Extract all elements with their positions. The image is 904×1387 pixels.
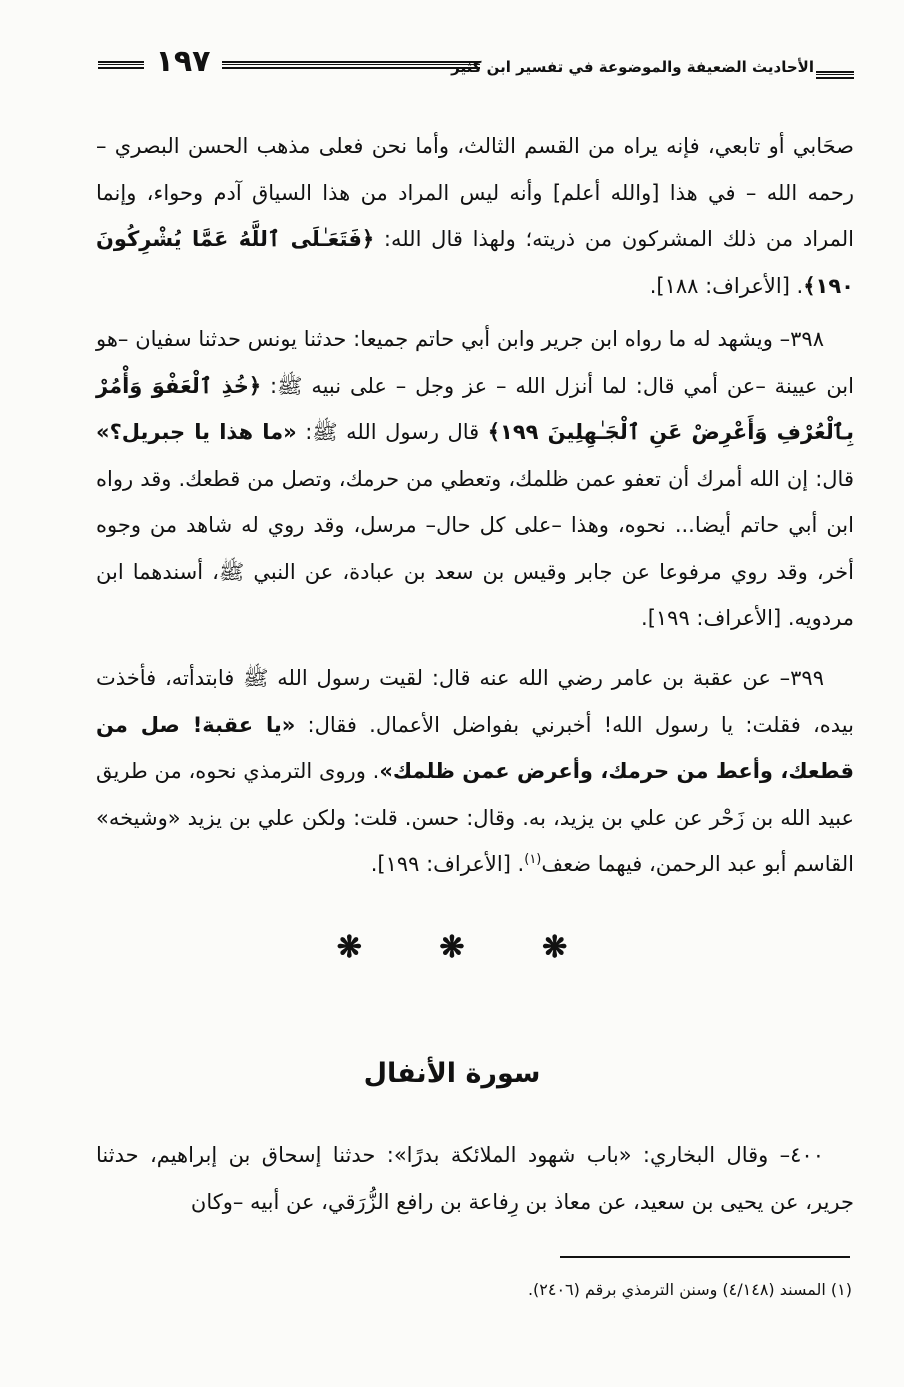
hadith-398-lead: ٣٩٨– ويشهد له ما رواه ابن جرير وابن أبي حاتم جميعا: حدثنا يونس حدثنا سفيان –هو ابن عيينة –عن أمي قال: لما أنزل الله – عز وجل – على نبيه ﷺ: bbox=[96, 327, 854, 398]
running-title: الأحاديث الضعيفة والموضوعة في تفسير ابن كثير bbox=[451, 58, 814, 76]
header-rule-right bbox=[816, 71, 854, 79]
hadith-400 bbox=[96, 1132, 854, 1225]
footnote: (١) المسند (٤/١٤٨) وسنن الترمذي برقم (٢٤٠٦). bbox=[527, 1280, 852, 1299]
page-number: ١٩٧ bbox=[155, 44, 211, 79]
paragraph-1-ref: . [الأعراف: ١٨٨]. bbox=[649, 273, 804, 298]
hadith-399-lead: ٣٩٩– عن عقبة بن عامر رضي الله عنه قال: لقيت رسول الله ﷺ فابتدأته، فأخذت بيده، فقلت: يا رسول الله! أخبرني بفواضل الأعمال. فقال: bbox=[96, 666, 854, 737]
paragraph-1 bbox=[96, 123, 854, 309]
separator-star-icon: ❋ bbox=[542, 930, 568, 965]
quran-verse-190: ﴿فَتَعَـٰلَى ٱللَّهُ عَمَّا يُشْرِكُونَ ١٩٠﴾ bbox=[96, 227, 854, 298]
header-rule-left bbox=[98, 61, 144, 69]
quran-verse-199: ﴿خُذِ ٱلْعَفْوَ وَأْمُرْ بِٱلْعُرْفِ وَأَعْرِضْ عَنِ ٱلْجَـٰهِلِينَ ١٩٩﴾ bbox=[96, 373, 854, 444]
hadith-399 bbox=[96, 655, 854, 888]
footnote-marker[interactable]: (١) bbox=[524, 852, 542, 867]
separator-star-icon: ❋ bbox=[336, 930, 362, 965]
hadith-399-tail: . وروى الترمذي نحوه، من طريق عبيد الله بن زَحْر عن علي بن يزيد، به. وقال: حسن. قلت: ولكن علي بن يزيد «وشيخه» القاسم أبو عبد الرحمن، فيهما ضعف bbox=[96, 759, 854, 876]
header-rule-middle bbox=[222, 61, 480, 69]
hadith-398 bbox=[96, 316, 854, 642]
surah-title: سورة الأنفال bbox=[363, 1058, 541, 1089]
hadith-399-quote: «يا عقبة! صل من قطعك، وأعط من حرمك، وأعرض عمن ظلمك» bbox=[96, 712, 854, 783]
separator-star-icon: ❋ bbox=[439, 930, 465, 965]
hadith-400-text: ٤٠٠– وقال البخاري: «باب شهود الملائكة بدرًا»: حدثنا إسحاق بن إبراهيم، حدثنا جرير، عن يحيى بن سعيد، عن معاذ بن رِفاعة بن رافع الزُّرَقي، عن أبيه –وكان bbox=[96, 1143, 854, 1214]
section-separator bbox=[0, 930, 904, 965]
page-header bbox=[98, 44, 854, 94]
footnote-rule bbox=[560, 1256, 850, 1258]
hadith-398-quote: «ما هذا يا جبريل؟» bbox=[96, 420, 297, 444]
hadith-398-mid: قال رسول الله ﷺ: bbox=[296, 420, 488, 444]
hadith-399-ref: . [الأعراف: ١٩٩]. bbox=[370, 852, 525, 876]
hadith-398-tail: قال: إن الله أمرك أن تعفو عمن ظلمك، وتعطي من حرمك، وتصل من قطعك. وقد رواه ابن أبي حاتم أيضا... نحوه، وهذا –على كل حال– مرسل، وقد روي له شاهد من وجوه أخر، وقد روي مرفوعا عن جابر وقيس بن سعد بن عبادة، عن النبي ﷺ، أسندهما ابن مردويه. [الأعراف: ١٩٩]. bbox=[96, 466, 854, 630]
paragraph-1-text: صحَابي أو تابعي، فإنه يراه من القسم الثالث، وأما نحن فعلى مذهب الحسن البصري – رحمه الله – في هذا [والله أعلم] وأنه ليس المراد من هذا السياق آدم وحواء، وإنما المراد من ذلك المشركون من ذريته؛ ولهذا قال الله: bbox=[96, 134, 854, 251]
